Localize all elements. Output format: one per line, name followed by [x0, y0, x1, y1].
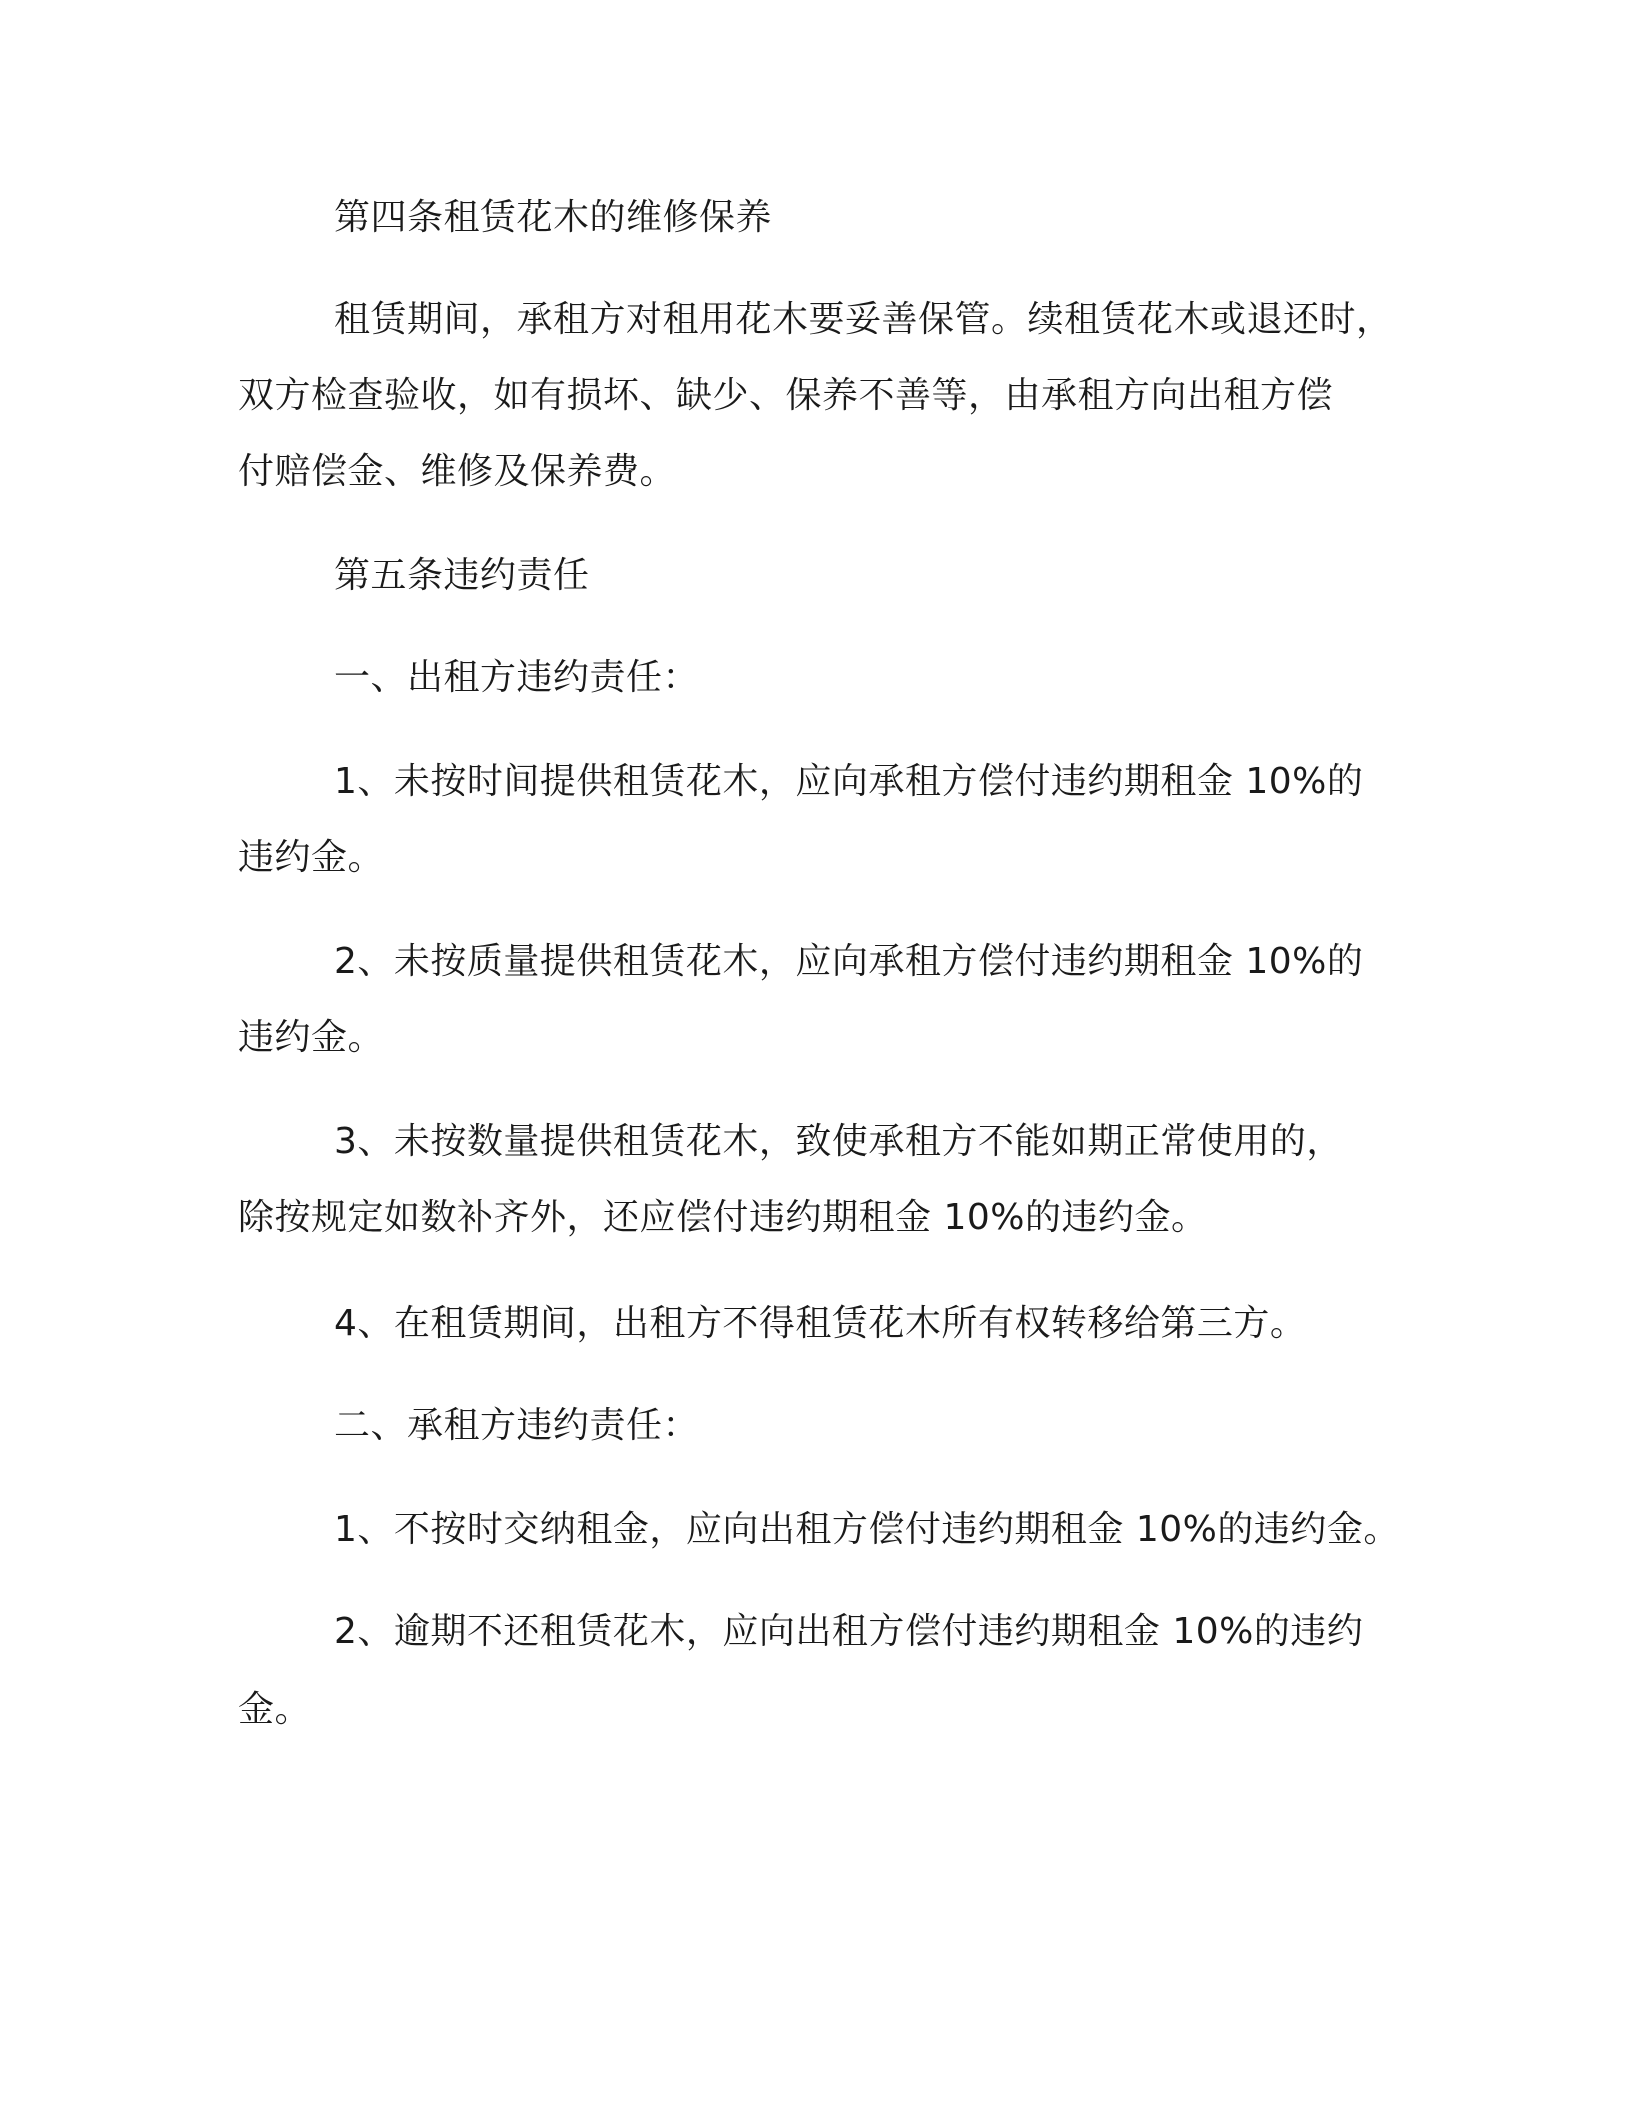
lessee-item-1: 1、不按时交纳租金，应向出租方偿付违约期租金 10%的违约金。 — [334, 1509, 1400, 1550]
lessor-item-1-line-2: 违约金。 — [238, 837, 385, 878]
lessor-item-4: 4、在租赁期间，出租方不得租赁花木所有权转移给第三方。 — [334, 1303, 1307, 1344]
lessor-item-2-line-1: 2、未按质量提供租赁花木，应向承租方偿付违约期租金 10%的 — [334, 941, 1364, 982]
lessor-item-1-line-1: 1、未按时间提供租赁花木，应向承租方偿付违约期租金 10%的 — [334, 761, 1364, 802]
lessee-liability-title: 二、承租方违约责任： — [334, 1405, 700, 1446]
lessee-item-2-line-2: 金。 — [238, 1689, 312, 1730]
lessor-liability-title: 一、出租方违约责任： — [334, 657, 700, 698]
article4-paragraph-line-3: 付赔偿金、维修及保养费。 — [238, 451, 677, 492]
lessee-item-2-line-1: 2、逾期不还租赁花木，应向出租方偿付违约期租金 10%的违约 — [334, 1611, 1364, 1652]
article4-heading: 第四条租赁花木的维修保养 — [334, 197, 773, 238]
article5-heading: 第五条违约责任 — [334, 555, 590, 596]
article4-paragraph-line-1: 租赁期间，承租方对租用花木要妥善保管。续租赁花木或退还时， — [334, 299, 1393, 340]
lessor-item-3-line-2: 除按规定如数补齐外，还应偿付违约期租金 10%的违约金。 — [238, 1197, 1208, 1238]
lessor-item-2-line-2: 违约金。 — [238, 1017, 385, 1058]
lessor-item-3-line-1: 3、未按数量提供租赁花木，致使承租方不能如期正常使用的， — [334, 1121, 1343, 1162]
article4-paragraph-line-2: 双方检查验收，如有损坏、缺少、保养不善等，由承租方向出租方偿 — [238, 375, 1334, 416]
